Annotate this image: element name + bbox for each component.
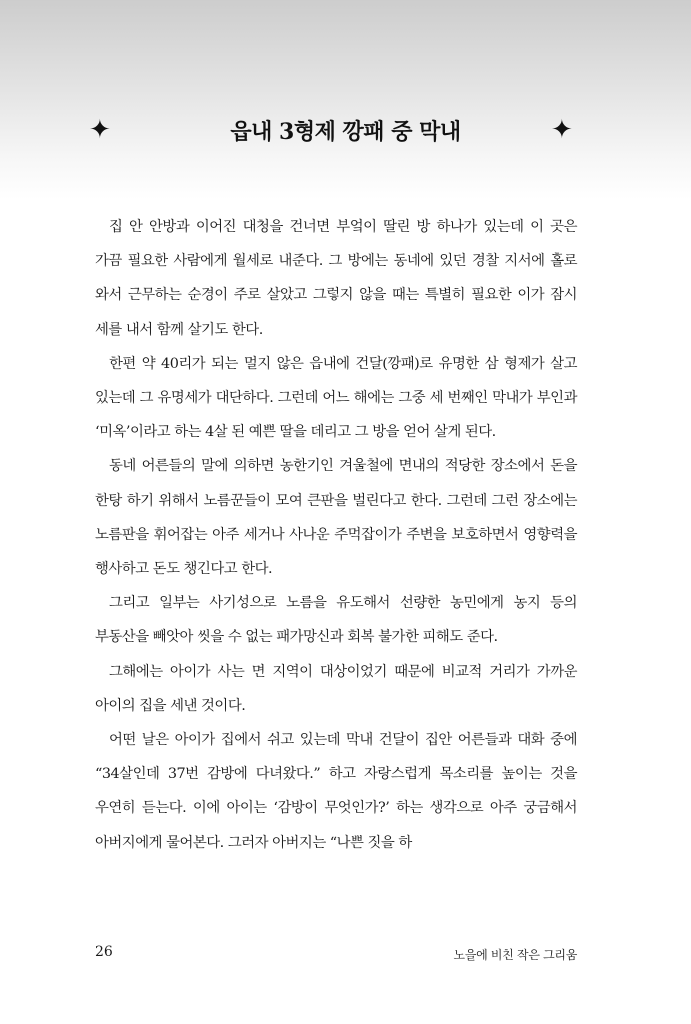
- paragraph: 동네 어른들의 말에 의하면 농한기인 겨울철에 면내의 적당한 장소에서 돈을 한탕 하기 위해서 노름꾼들이 모여 큰판을 벌린다고 한다. 그런데 그런 장소에는 노름판을 휘어잡는 아주 세거나 사나운 주먹잡이가 주변을 보호하면서 영향력을 행사하고 돈도 챙긴다고 한다.: [95, 458, 577, 578]
- paragraph: 그해에는 아이가 사는 면 지역이 대상이었기 때문에 비교적 거리가 가까운 아이의 집을 세낸 것이다.: [95, 663, 577, 714]
- chapter-title: 읍내 3형제 깡패 중 막내: [230, 119, 461, 145]
- body-text: [95, 210, 577, 860]
- paragraph: 어떤 날은 아이가 집에서 쉬고 있는데 막내 건달이 집안 어른들과 대화 중에 “34살인데 37번 감방에 다녀왔다.” 하고 자랑스럽게 목소리를 높이는 것을 우연히 듣는다. 이에 아이는 ‘감방이 무엇인가?’ 하는 생각으로 아주 궁금해서 아버지에게 물어본다. 그러자 아버지는 “나쁜 짓을 하: [95, 732, 577, 851]
- paragraph: 집 안 안방과 이어진 대청을 건너면 부엌이 딸린 방 하나가 있는데 이 곳은 가끔 필요한 사람에게 월세로 내준다. 그 방에는 동네에 있던 경찰 지서에 홀로 와서 근무하는 순경이 주로 살았고 그렇지 않을 때는 특별히 필요한 이가 잠시 세를 내서 함께 살기도 한다.: [95, 219, 577, 338]
- page-number: 26: [95, 944, 113, 960]
- chapter-header-band: [0, 0, 691, 200]
- star-ornament-left-icon: ✦: [89, 115, 111, 145]
- paragraph: 한편 약 40리가 되는 멀지 않은 읍내에 건달(깡패)로 유명한 삼 형제가 살고 있는데 그 유명세가 대단하다. 그런데 어느 해에는 그중 세 번째인 막내가 부인과 ‘미옥’이라고 하는 4살 된 예쁜 딸을 데리고 그 방을 얻어 살게 된다.: [95, 355, 577, 441]
- star-ornament-right-icon: ✦: [551, 115, 573, 145]
- paragraph: 그리고 일부는 사기성으로 노름을 유도해서 선량한 농민에게 농지 등의 부동산을 빼앗아 씻을 수 없는 패가망신과 회복 불가한 피해도 준다.: [95, 595, 577, 646]
- running-book-title: 노을에 비친 작은 그리움: [453, 948, 577, 962]
